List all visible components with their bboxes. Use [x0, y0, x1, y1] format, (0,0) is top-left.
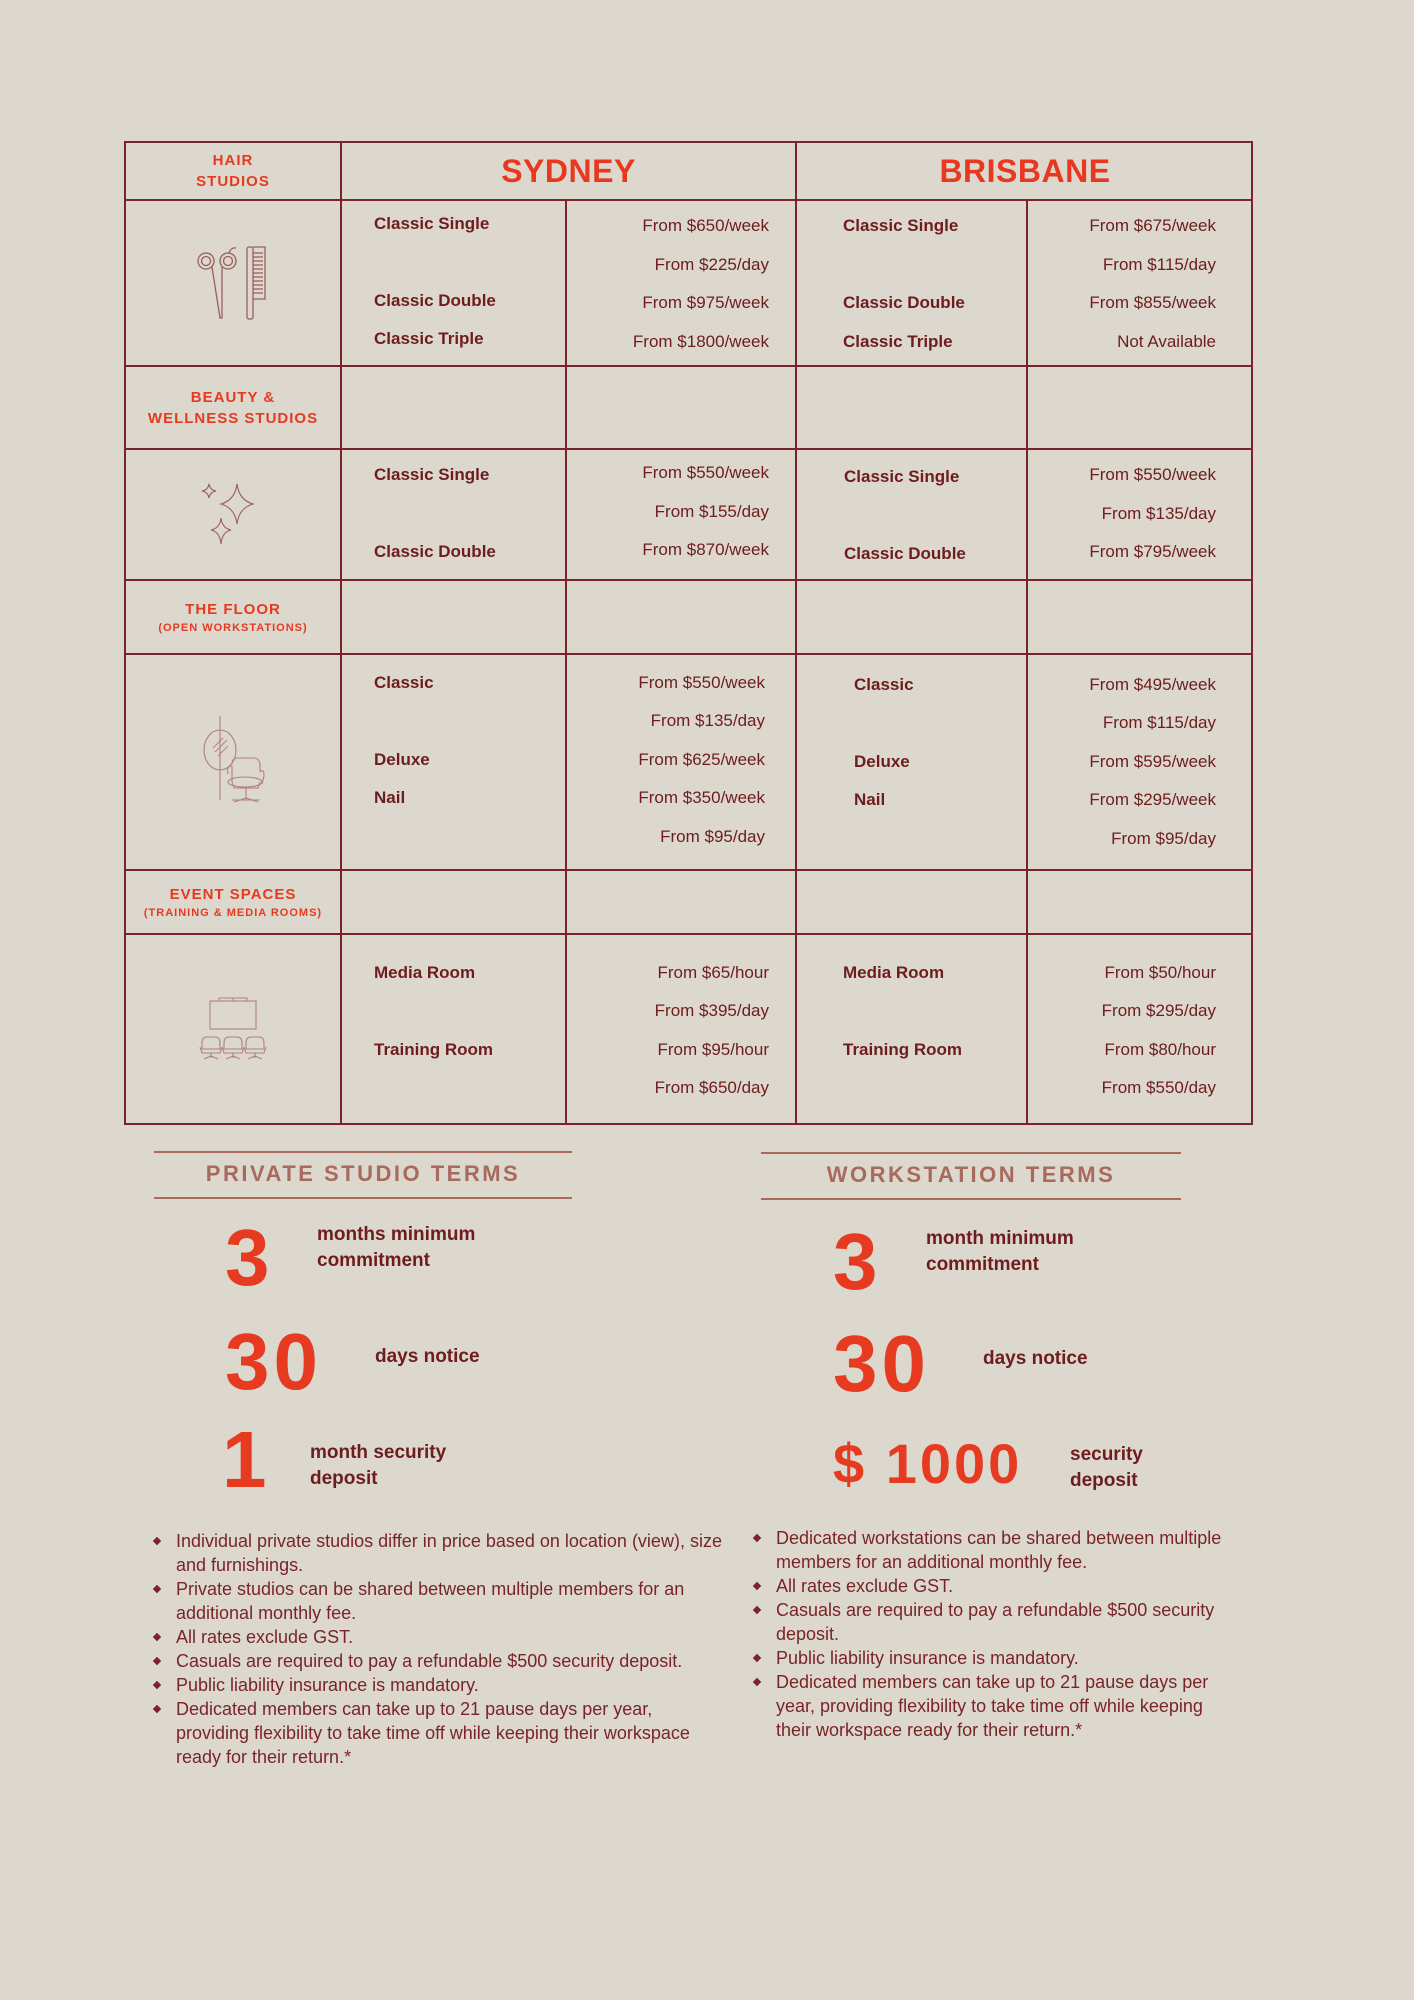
space-name: Classic Double — [844, 544, 966, 563]
floor-icon-cell — [126, 655, 340, 869]
category-title-line: THE FLOOR — [185, 600, 281, 618]
category-title-line: WELLNESS STUDIOS — [147, 409, 319, 427]
space-price: From $50/hour — [1104, 963, 1216, 982]
private-terms-bullets — [150, 1529, 730, 1769]
stat-label-line: month security — [310, 1442, 447, 1463]
stat-label — [926, 1226, 1074, 1278]
category-events-title — [126, 871, 340, 933]
space-price: From $295/week — [1089, 790, 1216, 809]
space-name: Nail — [854, 790, 886, 809]
space-price: From $625/week — [638, 750, 765, 769]
space-price: From $855/week — [1089, 293, 1216, 312]
space-price: From $550/day — [1101, 1078, 1216, 1097]
space-name: Classic — [854, 675, 914, 694]
space-price: From $65/hour — [657, 963, 769, 982]
space-name: Deluxe — [374, 750, 430, 769]
space-price: From $975/week — [642, 293, 769, 312]
bullet-item: Dedicated members can take up to 21 pause days per year, providing flexibility to take time off while keeping their workspace ready for their return.* — [750, 1670, 1230, 1742]
space-price: From $395/day — [654, 1001, 769, 1020]
space-price: From $550/week — [638, 673, 765, 692]
space-name: Classic Single — [374, 465, 490, 484]
workstation-terms-bullets — [750, 1526, 1230, 1742]
space-price: From $495/week — [1089, 675, 1216, 694]
space-price: From $350/week — [638, 788, 765, 807]
grid-line — [340, 143, 342, 1123]
scissors-comb-icon — [195, 243, 271, 323]
bullet-item: Private studios can be shared between multiple members for an additional monthly fee. — [150, 1577, 730, 1625]
category-subtitle: (OPEN WORKSTATIONS) — [158, 621, 308, 634]
space-name: Media Room — [374, 963, 476, 982]
stat-label-line: days notice — [983, 1348, 1088, 1369]
space-price: From $550/week — [642, 463, 769, 482]
sparkles-icon — [201, 480, 265, 550]
stat-label-line: days notice — [375, 1346, 480, 1367]
space-price: From $1800/week — [632, 332, 769, 351]
stat-label — [1070, 1442, 1143, 1494]
bullet-item: All rates exclude GST. — [750, 1574, 1230, 1598]
space-price: From $595/week — [1089, 752, 1216, 771]
pricing-table — [124, 141, 1253, 1125]
stat-number: 3 — [225, 1213, 274, 1302]
grid-line — [565, 199, 567, 1123]
stat-number: $ 1000 — [833, 1432, 1023, 1495]
stat-label-line: months minimum — [317, 1224, 476, 1245]
stat-label-line: month minimum — [926, 1228, 1074, 1249]
space-name: Training Room — [843, 1040, 962, 1059]
stat-label-line: commitment — [926, 1254, 1039, 1275]
category-title-line: HAIR — [212, 152, 254, 169]
bullet-item: Dedicated members can take up to 21 pause days per year, providing flexibility to take time off while keeping their workspace ready for their return.* — [150, 1697, 730, 1769]
mirror-chair-icon — [198, 714, 268, 810]
space-price: From $225/day — [654, 255, 769, 274]
space-price: From $295/day — [1101, 1001, 1216, 1020]
beauty-icon-cell — [126, 450, 340, 579]
space-price: From $115/day — [1102, 713, 1216, 732]
space-price: From $135/day — [650, 711, 765, 730]
space-price: From $650/week — [642, 216, 769, 235]
space-price: From $650/day — [654, 1078, 769, 1097]
stat-number: 3 — [833, 1217, 882, 1306]
space-price: From $95/day — [1111, 829, 1216, 848]
space-name: Classic — [374, 673, 434, 692]
bullet-item: Casuals are required to pay a refundable $500 security deposit. — [150, 1649, 730, 1673]
space-name: Classic Double — [374, 542, 496, 561]
stat-number: 30 — [225, 1317, 322, 1406]
space-price: From $550/week — [1089, 465, 1216, 484]
hair-icon-cell — [126, 201, 340, 365]
space-price: From $80/hour — [1104, 1040, 1216, 1059]
category-title-line: EVENT SPACES — [169, 885, 297, 903]
category-subtitle: (TRAINING & MEDIA ROOMS) — [143, 906, 323, 919]
bullet-item: Public liability insurance is mandatory. — [750, 1646, 1230, 1670]
space-name: Training Room — [374, 1040, 493, 1059]
category-beauty-title — [126, 367, 340, 448]
bullet-item: Individual private studios differ in price based on location (view), size and furnishings. — [150, 1529, 730, 1577]
space-name: Classic Single — [843, 216, 959, 235]
private-terms-title: PRIVATE STUDIO TERMS — [154, 1151, 572, 1199]
stat-label — [375, 1344, 480, 1370]
space-price: From $155/day — [654, 502, 769, 521]
screen-chairs-icon — [197, 997, 269, 1063]
bullet-item: Casuals are required to pay a refundable $500 security deposit. — [750, 1598, 1230, 1646]
space-price: From $95/day — [660, 827, 765, 846]
workstation-terms-title: WORKSTATION TERMS — [761, 1152, 1181, 1200]
events-icon-cell — [126, 935, 340, 1125]
stat-label — [317, 1222, 475, 1274]
space-name: Classic Single — [374, 214, 490, 233]
space-name: Classic Triple — [843, 332, 953, 351]
space-name: Deluxe — [854, 752, 910, 771]
space-price: From $870/week — [642, 540, 769, 559]
space-price: From $115/day — [1102, 255, 1216, 274]
category-title-line: BEAUTY & — [190, 388, 276, 406]
stat-label — [983, 1346, 1088, 1372]
bullet-item: Dedicated workstations can be shared between multiple members for an additional monthly fee. — [750, 1526, 1230, 1574]
category-floor-title — [126, 581, 340, 653]
space-price: From $795/week — [1089, 542, 1216, 561]
space-name: Classic Double — [374, 291, 496, 310]
stat-label-line: deposit — [1070, 1470, 1138, 1491]
bullet-item: Public liability insurance is mandatory. — [150, 1673, 730, 1697]
space-price: From $675/week — [1089, 216, 1216, 235]
stat-label-line: security — [1070, 1444, 1143, 1465]
space-name: Media Room — [843, 963, 945, 982]
space-name: Classic Triple — [374, 329, 484, 348]
space-name: Nail — [374, 788, 406, 807]
stat-number: 30 — [833, 1319, 930, 1408]
grid-line — [795, 143, 797, 1123]
stat-label-line: commitment — [317, 1250, 430, 1271]
stat-number: 1 — [222, 1415, 271, 1504]
space-price: Not Available — [1117, 332, 1216, 351]
space-name: Classic Single — [844, 467, 960, 486]
category-hair-title — [126, 143, 340, 199]
stat-label-line: deposit — [310, 1468, 378, 1489]
bullet-item: All rates exclude GST. — [150, 1625, 730, 1649]
space-price: From $135/day — [1101, 504, 1216, 523]
category-title-line: STUDIOS — [196, 173, 270, 190]
stat-label — [310, 1440, 446, 1492]
city-header-sydney: SYDNEY — [501, 152, 636, 189]
space-price: From $95/hour — [657, 1040, 769, 1059]
grid-line — [1026, 199, 1028, 1123]
space-name: Classic Double — [843, 293, 965, 312]
city-header-brisbane: BRISBANE — [939, 152, 1111, 189]
